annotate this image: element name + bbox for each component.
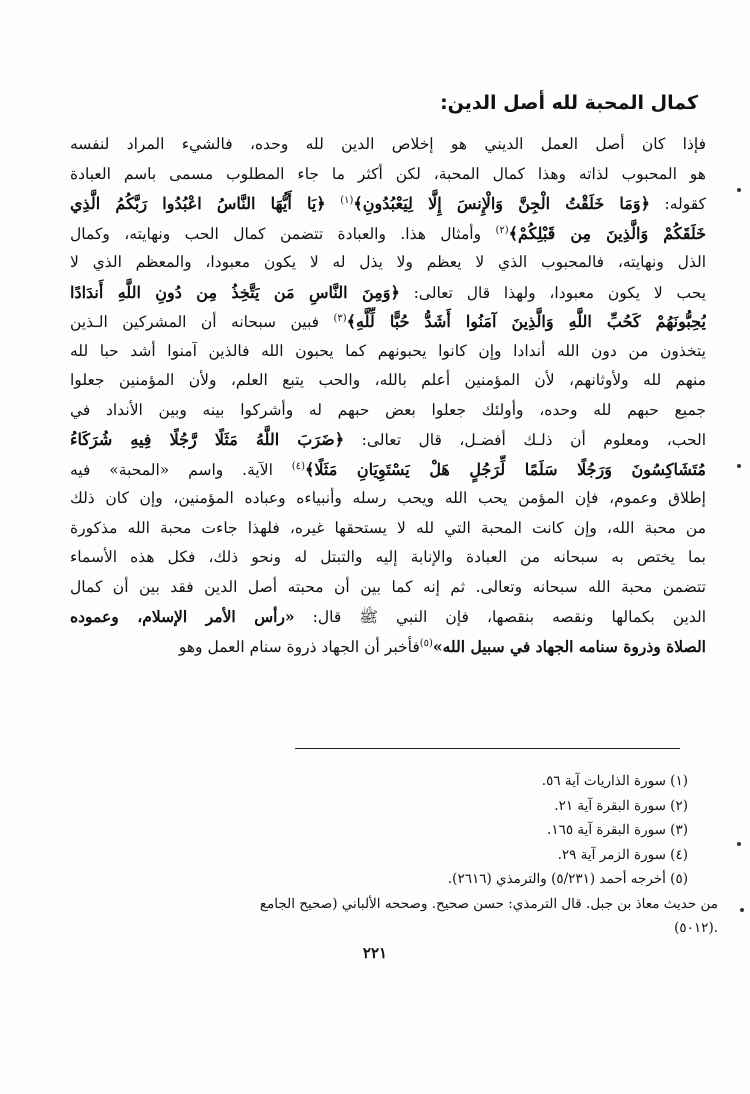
text-line: يتخذون من دون الله أندادا وإن كانوا يحبونهم كما يحبون الله فالذين آمنوا أشد حبا لله xyxy=(70,341,706,360)
footnote-ref: (١) xyxy=(340,194,354,206)
quran-verse: مُتَشَاكِسُونَ وَرَجُلًا سَلَمًا لِّرَجُلٍ هَلْ يَسْتَوِيَانِ مَثَلًا﴾ xyxy=(304,459,706,479)
text-line: بما يختص به سبحانه من العبادة والإنابة إليه والتبتل له ونحو ذلك، فكل هذه الأسماء xyxy=(70,548,706,566)
text-line: فإذا كان أصل العمل الديني هو إخلاص الدين لله وحده، فالشيء المراد لنفسه xyxy=(70,135,706,153)
text-line: منهم لله ولأوثانهم، لأن المؤمنين أعلم بالله، والحب يتبع العلم، ولأن المؤمنين جعلوا xyxy=(70,371,706,389)
footnote-divider xyxy=(295,748,680,749)
text-line: الدين بكمالها ونقصه بنقصها، فإن النبي ﷺ قال: «رأس الأمر الإسلام، وعموده xyxy=(70,607,706,626)
footnote-continuation: .(٥٠١٢) xyxy=(674,920,718,936)
footnote-continuation: من حديث معاذ بن جبل. قال الترمذي: حسن صحيح. وصححه الألباني (صحيح الجامع xyxy=(259,895,718,912)
section-title: كمال المحبة لله أصل الدين: xyxy=(440,92,698,114)
quran-verse: ﴿يَا أَيُّهَا النَّاسُ اعْبُدُوا رَبَّكُمُ الَّذِي xyxy=(70,194,326,213)
hadith-quote: «رأس الأمر الإسلام، وعموده xyxy=(70,607,295,626)
footnote: (٣) سورة البقرة آية ١٦٥. xyxy=(547,822,688,838)
scan-speck xyxy=(737,188,741,192)
hadith-quote: الصلاة وذروة سنامه الجهاد في سبيل الله» xyxy=(432,636,706,656)
text-line: كقوله: ﴿وَمَا خَلَقْتُ الْجِنَّ وَالْإِنسَ إِلَّا لِيَعْبُدُونِ﴾$^{(١)}$ ﴿يَا أَيُّهَا النَّاسُ اعْبُدُوا رَبَّكُمُ الَّذِي xyxy=(70,194,706,213)
footnote-ref: (٢) xyxy=(495,224,509,236)
scan-speck xyxy=(740,908,744,912)
footnote-ref: (٣) xyxy=(333,312,347,324)
text-line: خَلَقَكُمْ وَالَّذِينَ مِن قَبْلِكُمْ﴾$^{(٢)}$ وأمثال هذا. والعبادة تتضمن كمال الحب ونهايته، وكمال xyxy=(70,223,706,243)
footnote: (٢) سورة البقرة آية ٢١. xyxy=(554,797,688,814)
text-line: تتضمن محبة الله سبحانه وتعالى. ثم إنه كما بين أن محبته أصل الدين فقد بين أن كمال xyxy=(70,577,706,596)
footnote-ref: (٤) xyxy=(291,460,305,472)
page-number: ٢٢١ xyxy=(362,944,388,962)
text-line: هو المحبوب لذاته وهذا كمال المحبة، لكن أكثر ما جاء المطلوب مسمى باسم العبادة xyxy=(70,164,706,183)
text-line: الذل ونهايته، فالمحبوب الذي لا يعظم ولا يذل له لا يكون معبودا، والمعظم الذي لا xyxy=(70,253,706,271)
text-line: جميع حبهم لله وحده، وأولئك جعلوا بعض حبهم له وأشركوا بينه وبين الأنداد في xyxy=(70,400,706,419)
text-line: الصلاة وذروة سنامه الجهاد في سبيل الله»$^{(٥)}$فأخبر أن الجهاد ذروة سنام العمل وهو xyxy=(178,636,706,656)
footnote: (٤) سورة الزمر آية ٢٩. xyxy=(557,846,688,863)
text-line: يُحِبُّونَهُمْ كَحُبِّ اللَّهِ وَالَّذِينَ آمَنُوا أَشَدُّ حُبًّا لِّلَّهِ﴾$^{(٣)}$ فبين سبحانه أن المشركين الـذين xyxy=(70,312,706,331)
footnote: (٥) أخرجه أحمد (٥/٢٣١) والترمذي (٢٦١٦). xyxy=(447,871,688,887)
body-text xyxy=(70,130,706,661)
text-line: يحب لا يكون معبودا، ولهذا قال تعالى: ﴿وَمِنَ النَّاسِ مَن يَتَّخِذُ مِن دُونِ اللَّهِ أَندَادًا xyxy=(70,282,706,302)
footnote-ref: (٥) xyxy=(419,637,433,649)
quran-verse: يُحِبُّونَهُمْ كَحُبِّ اللَّهِ وَالَّذِينَ آمَنُوا أَشَدُّ حُبًّا لِّلَّهِ﴾ xyxy=(346,312,706,331)
quran-verse: ﴿ضَرَبَ اللَّهُ مَثَلًا رَّجُلًا فِيهِ شُرَكَاءُ xyxy=(70,430,345,449)
text-line: إطلاق وعموم، فإن المؤمن يحب الله ويحب رسله وأنبياءه وعباده المؤمنين، وإن كان ذلك xyxy=(70,489,706,507)
scan-speck xyxy=(737,842,741,846)
footnotes xyxy=(78,769,718,941)
quran-verse: ﴿وَمِنَ النَّاسِ مَن يَتَّخِذُ مِن دُونِ اللَّهِ أَندَادًا xyxy=(70,282,400,302)
scan-speck xyxy=(737,464,741,468)
quran-verse: خَلَقَكُمْ وَالَّذِينَ مِن قَبْلِكُمْ﴾ xyxy=(508,223,706,243)
text-line: مُتَشَاكِسُونَ وَرَجُلًا سَلَمًا لِّرَجُلٍ هَلْ يَسْتَوِيَانِ مَثَلًا﴾$^{(٤)}$ الآية. واسم «المحبة» فيه xyxy=(70,459,706,479)
quran-verse: ﴿وَمَا خَلَقْتُ الْجِنَّ وَالْإِنسَ إِلَّا لِيَعْبُدُونِ﴾ xyxy=(353,194,650,213)
text-line: الحب، ومعلوم أن ذلـك أفضـل، قال تعالى: ﴿ضَرَبَ اللَّهُ مَثَلًا رَّجُلًا فِيهِ شُرَكَاءُ xyxy=(70,430,706,449)
text-line: من محبة الله، وإن كانت المحبة التي لله لا يستحقها غيره، فلهذا جاءت محبة الله مذكورة xyxy=(70,518,706,537)
footnote: (١) سورة الذاريات آية ٥٦. xyxy=(541,773,688,789)
